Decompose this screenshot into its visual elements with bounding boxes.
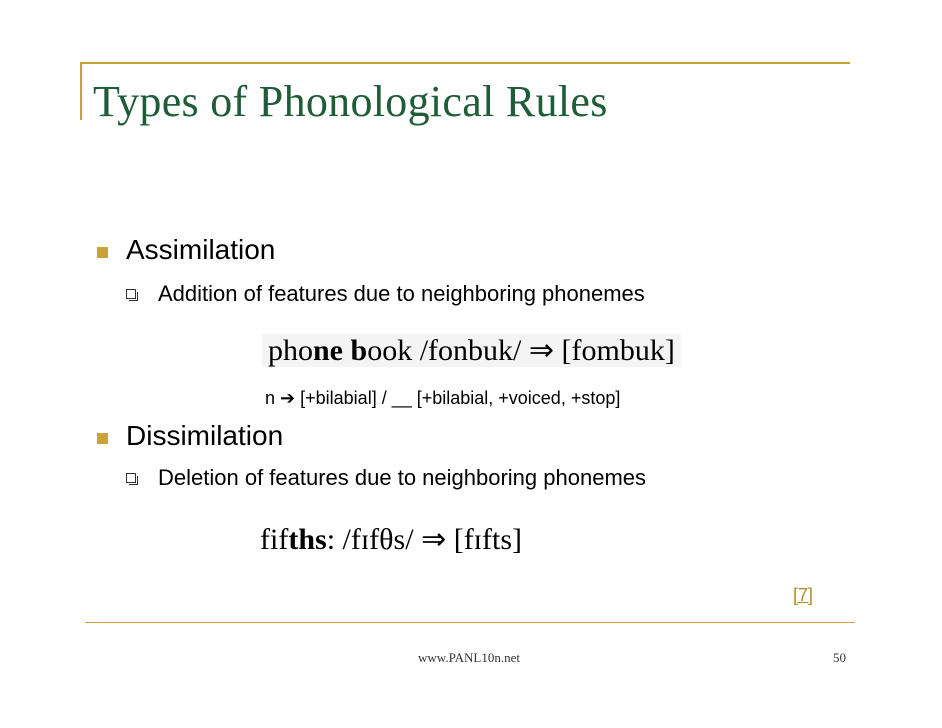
square-bullet-icon [97, 247, 108, 258]
checkbox-bullet-icon [126, 473, 136, 483]
arrow-right-icon: ➔ [280, 388, 296, 408]
rule-lhs: n [265, 388, 276, 408]
square-bullet-icon [97, 433, 108, 444]
implies-arrow-icon: ⇒ [528, 334, 554, 367]
title-frame-left [80, 62, 82, 120]
assimilation-description: Addition of features due to neighboring phonemes [158, 281, 645, 306]
formula-text: [fombuk] [554, 334, 675, 367]
footer-divider [85, 622, 855, 623]
implies-arrow-icon: ⇒ [421, 523, 447, 556]
title-frame-top [80, 62, 850, 64]
footer-url: www.PANL10n.net [418, 650, 520, 665]
dissimilation-heading: Dissimilation [126, 420, 284, 451]
page-number: 50 [833, 650, 846, 665]
formula-bold: ne [313, 334, 343, 367]
formula-bold: ths [288, 523, 327, 556]
formula-text: fif [260, 523, 289, 556]
formula-text: pho [268, 334, 313, 367]
formula-text: ook /fonbuk/ [367, 334, 529, 367]
assimilation-example [262, 333, 681, 368]
checkbox-bullet-icon [126, 289, 136, 299]
assimilation-rule [265, 388, 620, 409]
assimilation-heading: Assimilation [126, 234, 276, 265]
dissimilation-example [260, 522, 522, 557]
formula-bold: b [350, 334, 368, 367]
formula-text: [fɪfts] [446, 523, 523, 556]
assimilation-example-box [262, 334, 681, 367]
reference-link[interactable]: [7] [793, 585, 814, 605]
formula-text [343, 334, 351, 367]
dissimilation-description: Deletion of features due to neighboring phonemes [158, 465, 647, 490]
rule-rhs: [+bilabial] / __ [+bilabial, +voiced, +stop] [300, 388, 621, 408]
formula-text: : /fɪfθs/ [326, 523, 422, 556]
slide-title: Types of Phonological Rules [93, 77, 608, 126]
